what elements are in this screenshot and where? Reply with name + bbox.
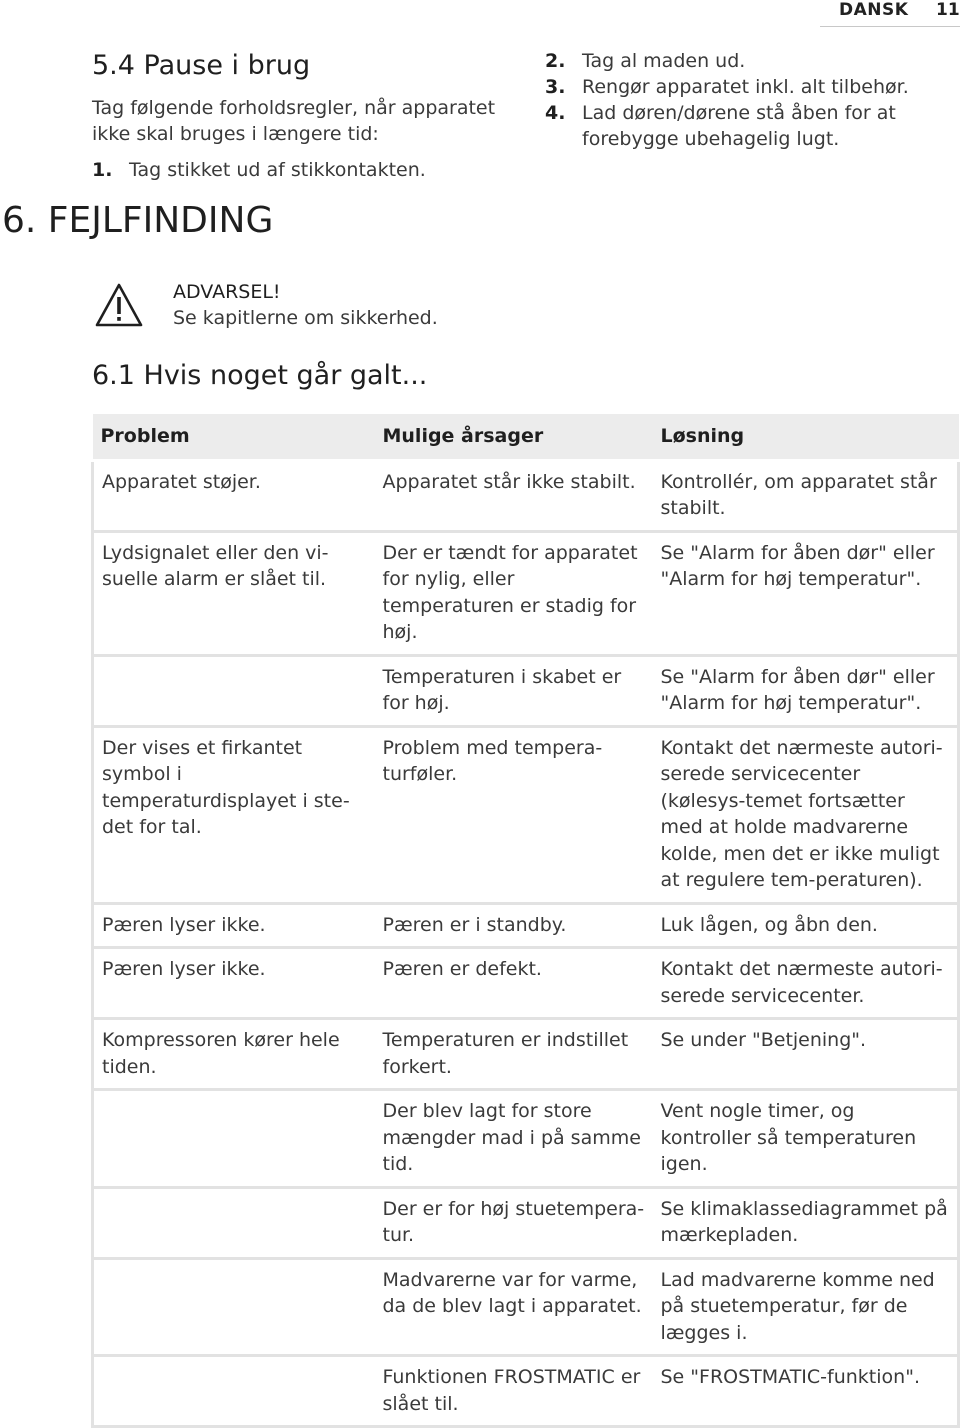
list-item — [92, 157, 512, 183]
warning-text: Se kapitlerne om sikkerhed. — [173, 307, 438, 329]
step-text: Tag stikket ud af stikkontakten. — [129, 159, 426, 181]
section-5-4-heading: 5.4 Pause i brug — [92, 50, 311, 81]
problem-cell: Lydsignalet eller den vi-suelle alarm er slået til. — [93, 531, 375, 655]
problem-cell — [93, 1356, 375, 1427]
cause-cell: Pæren er i standby. — [375, 903, 653, 948]
cause-cell: Problem med tempera-turføler. — [375, 726, 653, 903]
list-item — [545, 74, 945, 100]
problem-cell — [93, 1187, 375, 1258]
header-rule — [820, 26, 960, 27]
cause-cell: Madvarerne var for varme, da de blev lagt i apparatet. — [375, 1258, 653, 1356]
cause-cell: Pæren er defekt. — [375, 948, 653, 1019]
cause-cell: Der er tændt for apparatet for nylig, eller temperaturen er stadig for høj. — [375, 531, 653, 655]
cause-cell: Apparatet står ikke stabilt. — [375, 460, 653, 531]
problem-cell: Pæren lyser ikke. — [93, 948, 375, 1019]
step-number: 3. — [545, 76, 566, 98]
solution-cell: Vent nogle timer, og kontroller så temperaturen igen. — [653, 1090, 959, 1188]
solution-cell: Se "FROSTMATIC-funktion". — [653, 1356, 959, 1427]
solution-cell: Kontakt det nærmeste autori-serede servicecenter. — [653, 948, 959, 1019]
step-number: 4. — [545, 102, 566, 124]
problem-cell — [93, 1258, 375, 1356]
table-row — [93, 948, 959, 1019]
column-header-problem: Problem — [93, 414, 375, 460]
cause-cell: Der blev lagt for store mængder mad i på samme tid. — [375, 1090, 653, 1188]
solution-cell: Se "Alarm for åben dør" eller "Alarm for høj temperatur". — [653, 531, 959, 655]
section-6-1-heading: 6.1 Hvis noget går galt... — [92, 360, 428, 391]
table-row — [93, 460, 959, 531]
troubleshooting-table — [91, 414, 960, 1428]
problem-cell: Apparatet støjer. — [93, 460, 375, 531]
header-language: DANSK — [839, 0, 909, 20]
page-number: 11 — [936, 0, 960, 20]
solution-cell: Kontrollér, om apparatet står stabilt. — [653, 460, 959, 531]
table-row — [93, 1258, 959, 1356]
warning-title: ADVARSEL! — [173, 281, 281, 303]
problem-cell — [93, 1090, 375, 1188]
table-row — [93, 1090, 959, 1188]
column-header-causes: Mulige årsager — [375, 414, 653, 460]
pause-steps-right — [545, 48, 945, 152]
list-item — [545, 100, 945, 152]
problem-cell — [93, 655, 375, 726]
section-6-heading: 6. FEJLFINDING — [2, 200, 274, 241]
table-header-row — [93, 414, 959, 460]
step-text: Tag al maden ud. — [582, 50, 746, 72]
solution-cell: Luk lågen, og åbn den. — [653, 903, 959, 948]
table-row — [93, 726, 959, 903]
table-row — [93, 903, 959, 948]
solution-cell: Se "Alarm for åben dør" eller "Alarm for høj temperatur". — [653, 655, 959, 726]
step-number: 2. — [545, 50, 566, 72]
table-row — [93, 655, 959, 726]
column-header-solution: Løsning — [653, 414, 959, 460]
problem-cell: Kompressoren kører hele tiden. — [93, 1019, 375, 1090]
solution-cell: Se klimaklassediagrammet på mærkepladen. — [653, 1187, 959, 1258]
solution-cell: Se under "Betjening". — [653, 1019, 959, 1090]
solution-cell: Lad madvarerne komme ned på stuetemperatur, før de lægges i. — [653, 1258, 959, 1356]
table-row — [93, 1019, 959, 1090]
table-row — [93, 1356, 959, 1427]
section-5-4-intro: Tag følgende forholdsregler, når apparatet ikke skal bruges i længere tid: — [92, 97, 496, 145]
table-row — [93, 531, 959, 655]
step-number: 1. — [92, 159, 113, 181]
cause-cell: Der er for høj stuetempera-tur. — [375, 1187, 653, 1258]
warning-triangle-icon — [94, 282, 144, 328]
problem-cell: Pæren lyser ikke. — [93, 903, 375, 948]
step-text: Lad døren/dørene stå åben for at forebygge ubehagelig lugt. — [582, 102, 896, 150]
cause-cell: Temperaturen i skabet er for høj. — [375, 655, 653, 726]
pause-steps-left — [92, 157, 512, 183]
problem-cell: Der vises et firkantet symbol i temperaturdisplayet i ste-det for tal. — [93, 726, 375, 903]
solution-cell: Kontakt det nærmeste autori-serede servicecenter (kølesys-temet fortsætter med at holde madvarerne kolde, men det er ikke muligt at regulere tem-peraturen). — [653, 726, 959, 903]
step-text: Rengør apparatet inkl. alt tilbehør. — [582, 76, 909, 98]
list-item — [545, 48, 945, 74]
cause-cell: Temperaturen er indstillet forkert. — [375, 1019, 653, 1090]
cause-cell: Funktionen FROSTMATIC er slået til. — [375, 1356, 653, 1427]
table-row — [93, 1187, 959, 1258]
